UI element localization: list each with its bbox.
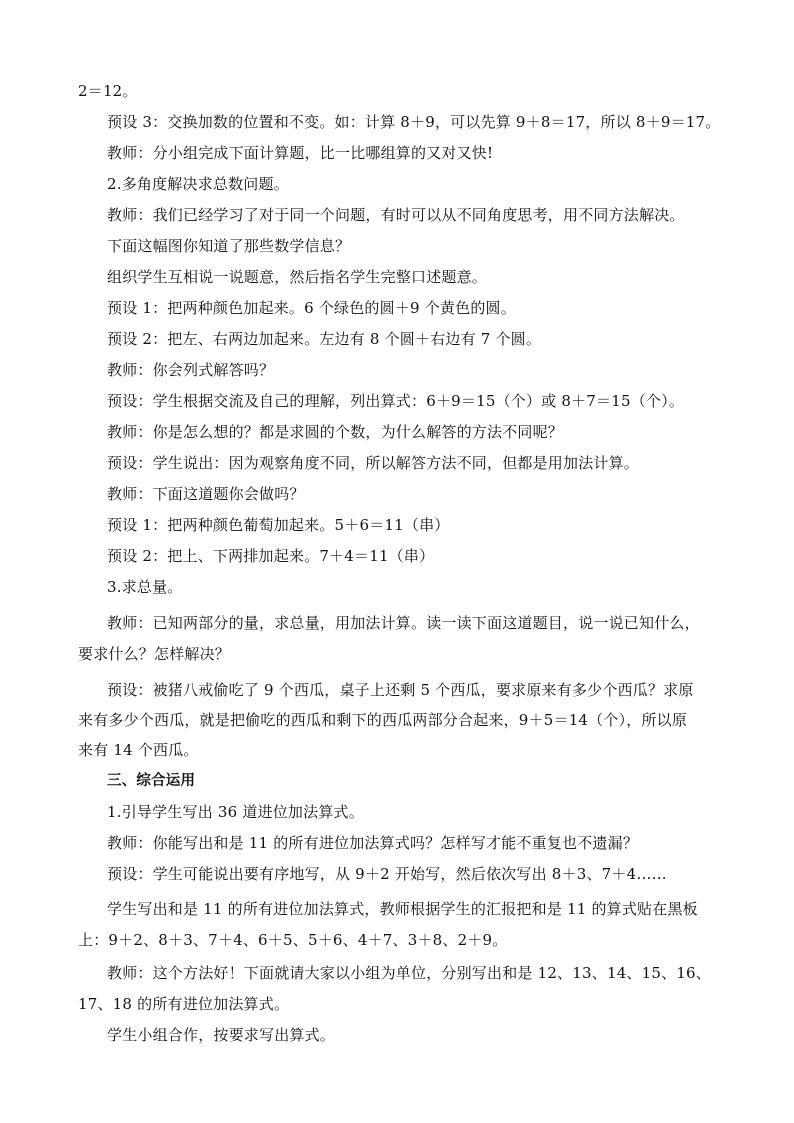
paragraph: 学生写出和是 11 的所有进位加法算式，教师根据学生的汇报把和是 11 的算式贴在黑板 [107, 900, 698, 918]
text-line [0, 138, 794, 168]
section-subheading: 2.多角度解决求总数问题。 [107, 175, 289, 193]
paragraph: 预设 3：交换加数的位置和不变。如：计算 8＋9，可以先算 9＋8＝17，所以 8＋9＝17。 [107, 113, 721, 131]
text-line [0, 1020, 794, 1050]
text-line [0, 894, 794, 924]
text-line [0, 797, 794, 827]
text-line [0, 169, 794, 199]
text-line [0, 355, 794, 385]
section-heading: 三、综合运用 [107, 773, 196, 789]
paragraph: 预设：学生根据交流及自己的理解，列出算式：6＋9＝15（个）或 8＋7＝15（个）。 [107, 392, 685, 410]
section-subheading: 3.求总量。 [107, 578, 183, 596]
paragraph: 预设 2：把左、右两边加起来。左边有 8 个圆＋右边有 7 个圆。 [107, 330, 542, 348]
text-line [0, 200, 794, 230]
paragraph: 来有 14 个西瓜。 [78, 741, 199, 759]
paragraph: 来有多少个西瓜，就是把偷吃的西瓜和剩下的西瓜两部分合起来，9＋5＝14（个），所以原 [78, 711, 688, 729]
text-line [0, 958, 794, 988]
paragraph: 下面这幅图你知道了那些数学信息？ [107, 237, 351, 255]
text-line [0, 828, 794, 858]
text-line [0, 448, 794, 478]
text-line [0, 417, 794, 447]
text-line [0, 324, 794, 354]
paragraph: 学生小组合作，按要求写出算式。 [107, 1026, 336, 1044]
text-line [0, 705, 794, 735]
text-line [0, 479, 794, 509]
text-line [0, 541, 794, 571]
paragraph: 教师：我们已经学习了对于同一个问题，有时可以从不同角度思考，用不同方法解决。 [107, 206, 685, 224]
text-line [0, 510, 794, 540]
text-line [0, 293, 794, 323]
paragraph: 组织学生互相说一说题意，然后指名学生完整口述题意。 [107, 268, 488, 286]
text-line [0, 262, 794, 292]
text-line [0, 859, 794, 889]
text-line [0, 76, 794, 106]
paragraph: 预设 2：把上、下两排加起来。7＋4＝11（串） [107, 547, 435, 565]
paragraph: 教师：你是怎么想的？都是求圆的个数，为什么解答的方法不同呢？ [107, 423, 564, 441]
text-line [0, 925, 794, 955]
paragraph: 教师：已知两部分的量，求总量，用加法计算。读一读下面这道题目，说一说已知什么， [107, 614, 700, 632]
paragraph: 要求什么？怎样解决？ [78, 645, 231, 663]
text-line [0, 231, 794, 261]
paragraph: 预设 1：把两种颜色加起来。6 个绿色的圆＋9 个黄色的圆。 [107, 299, 516, 317]
text-line [0, 675, 794, 705]
paragraph: 预设：被猪八戒偷吃了 9 个西瓜，桌子上还剩 5 个西瓜，要求原来有多少个西瓜？求原 [107, 681, 694, 699]
paragraph: 上：9＋2、8＋3、7＋4、6＋5、5＋6、4＋7、3＋8、2＋9。 [78, 931, 508, 949]
paragraph: 教师：这个方法好！下面就请大家以小组为单位，分别写出和是 12、13、14、15、16、 [107, 964, 712, 982]
paragraph: 2＝12。 [78, 82, 138, 100]
text-line [0, 766, 794, 796]
text-line [0, 639, 794, 669]
paragraph: 教师：你会列式解答吗？ [107, 361, 275, 379]
paragraph: 教师：下面这道题你会做吗？ [107, 485, 305, 503]
paragraph: 预设：学生可能说出要有序地写，从 9＋2 开始写，然后依次写出 8＋3、7＋4…… [107, 865, 667, 883]
text-line [0, 107, 794, 137]
paragraph: 1.引导学生写出 36 道进位加法算式。 [107, 803, 364, 821]
text-line [0, 989, 794, 1019]
paragraph: 教师：分小组完成下面计算题，比一比哪组算的又对又快! [107, 144, 494, 162]
paragraph: 预设 1：把两种颜色葡萄加起来。5＋6＝11（串） [107, 516, 450, 534]
text-line [0, 735, 794, 765]
text-line [0, 572, 794, 602]
paragraph: 17、18 的所有进位加法算式。 [78, 995, 290, 1013]
paragraph: 教师：你能写出和是 11 的所有进位加法算式吗？怎样写才能不重复也不遗漏？ [107, 834, 639, 852]
text-line [0, 608, 794, 638]
paragraph: 预设：学生说出：因为观察角度不同，所以解答方法不同，但都是用加法计算。 [107, 454, 640, 472]
text-line [0, 386, 794, 416]
